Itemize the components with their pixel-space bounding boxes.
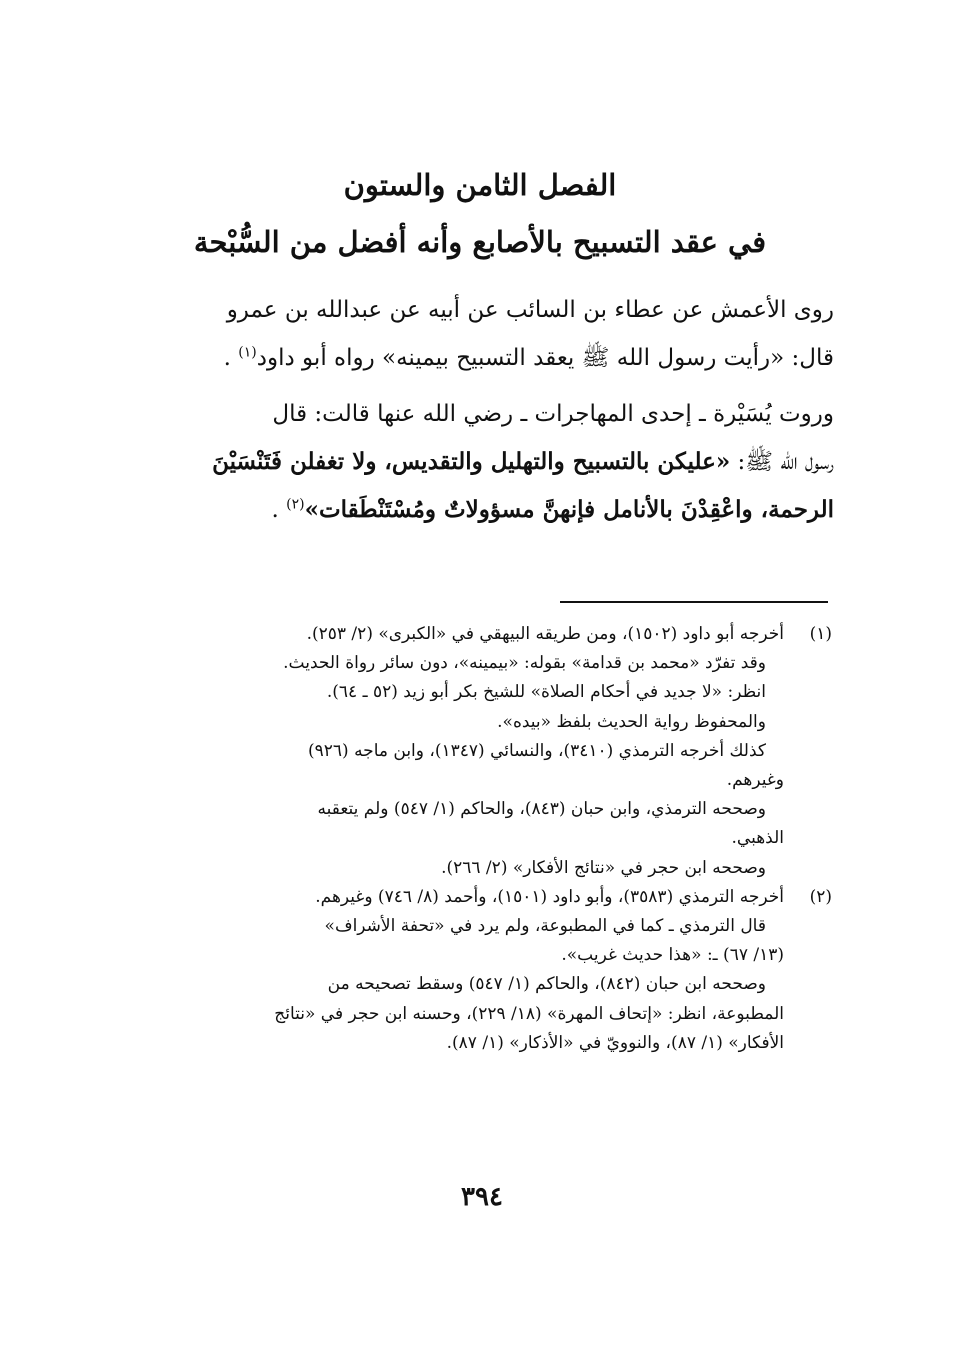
- paragraph-1-line-2: [128, 334, 834, 382]
- footnote-line: والمحفوظ رواية الحديث بلفظ «بيده».: [497, 711, 766, 732]
- footnote-line: كذلك أخرجه الترمذي (٣٤١٠)، والنسائي (١٣٤٧)، وابن ماجه (٩٢٦): [307, 740, 766, 761]
- footnote-line: وغيرهم.: [726, 770, 784, 791]
- paragraph-1-end: .: [223, 345, 239, 371]
- footnote-1-number: (١): [809, 624, 832, 644]
- footnote-separator: [560, 601, 828, 603]
- paragraph-2-line-3: [128, 486, 834, 534]
- footnote-line: المطبوعة، انظر: «إتحاف المهرة» (١٨/ ٢٢٩)، وحسنه ابن حجر في «نتائج: [274, 1003, 784, 1024]
- paragraph-2-line-1: وروت يُسَيْرة ـ إحدى المهاجرات ـ رضي الله عنها قالت: قال: [272, 401, 834, 427]
- paragraph-1: [128, 286, 834, 382]
- footnote-line: انظر: «لا جديد في أحكام الصلاة» للشيخ بكر أبو زيد (٥٢ ـ ٦٤).: [326, 682, 766, 703]
- paragraph-1-line-2-text: قال: «رأيت رسول الله ﷺ يعقد التسبيح بيمينه» رواه أبو داود: [256, 345, 834, 371]
- footnote-ref-2: (٢): [286, 496, 305, 513]
- footnote-line: وقد تفرّد «محمد بن قدامة» بقوله: «بيمينه»، دون سائر رواة الحديث.: [283, 653, 766, 674]
- footnote-line: وصححه ابن حجر في «نتائج الأفكار» (٢/ ٢٦٦).: [441, 857, 766, 878]
- hadith-text-part-2: الرحمة، واعْقِدْنَ بالأنامل فإنهنَّ مسؤولاتٌ ومُسْتَنْطَقات»: [304, 496, 834, 523]
- footnotes: [128, 620, 834, 1058]
- footnote-line: الذهبي.: [731, 828, 784, 849]
- footnote-line: الأفكار» (١/ ٨٧)، والنوويّ في «الأذكار» (١/ ٨٧).: [446, 1032, 784, 1053]
- footnote-ref-1: (١): [238, 344, 257, 361]
- footnote-line: وصححه الترمذي، وابن حبان (٨٤٣)، والحاكم (١/ ٥٤٧) ولم يتعقبه: [317, 799, 766, 820]
- page-number: ٣٩٤: [461, 1182, 503, 1212]
- chapter-subtitle: في عقد التسبيح بالأصابع وأنه أفضل من السُّبْحة: [193, 225, 767, 259]
- paragraph-2-line-2: [128, 438, 834, 486]
- paragraph-2: [128, 390, 834, 534]
- footnote-line: (١٣/ ٦٧) ـ: «هذا حديث غريب».: [561, 945, 784, 966]
- footnote-line: قال الترمذي ـ كما في المطبوعة، ولم يرد في «تحفة الأشراف»: [324, 916, 766, 937]
- hadith-text-part-1: «عليكن بالتسبيح والتهليل والتقديس، ولا تغفلن فَتَنْسَيْنَ: [212, 448, 731, 475]
- footnote-1: [128, 620, 834, 883]
- footnote-2-number: (٢): [809, 886, 832, 907]
- footnote-line: أخرجه أبو داود (١٥٠٢)، ومن طريقه البيهقي في «الكبرى» (٢/ ٢٥٣).: [306, 624, 784, 644]
- footnote-line: وصححه ابن حبان (٨٤٢)، والحاكم (١/ ٥٤٧) وسقط تصحيحه من: [327, 974, 766, 995]
- paragraph-2-end: .: [271, 497, 287, 523]
- paragraph-1-line-1: روى الأعمش عن عطاء بن السائب عن أبيه عن عبدالله بن عمرو: [226, 297, 834, 323]
- footnote-2: [128, 883, 834, 1058]
- chapter-title: الفصل الثامن والستون: [343, 168, 617, 202]
- footnote-line: أخرجه الترمذي (٣٥٨٣)، وأبو داود (١٥٠١)، وأحمد (٨/ ٧٤٦) وغيرهم.: [315, 886, 784, 907]
- paragraph-2-line-2-plain: رسول الله ﷺ:: [730, 449, 834, 475]
